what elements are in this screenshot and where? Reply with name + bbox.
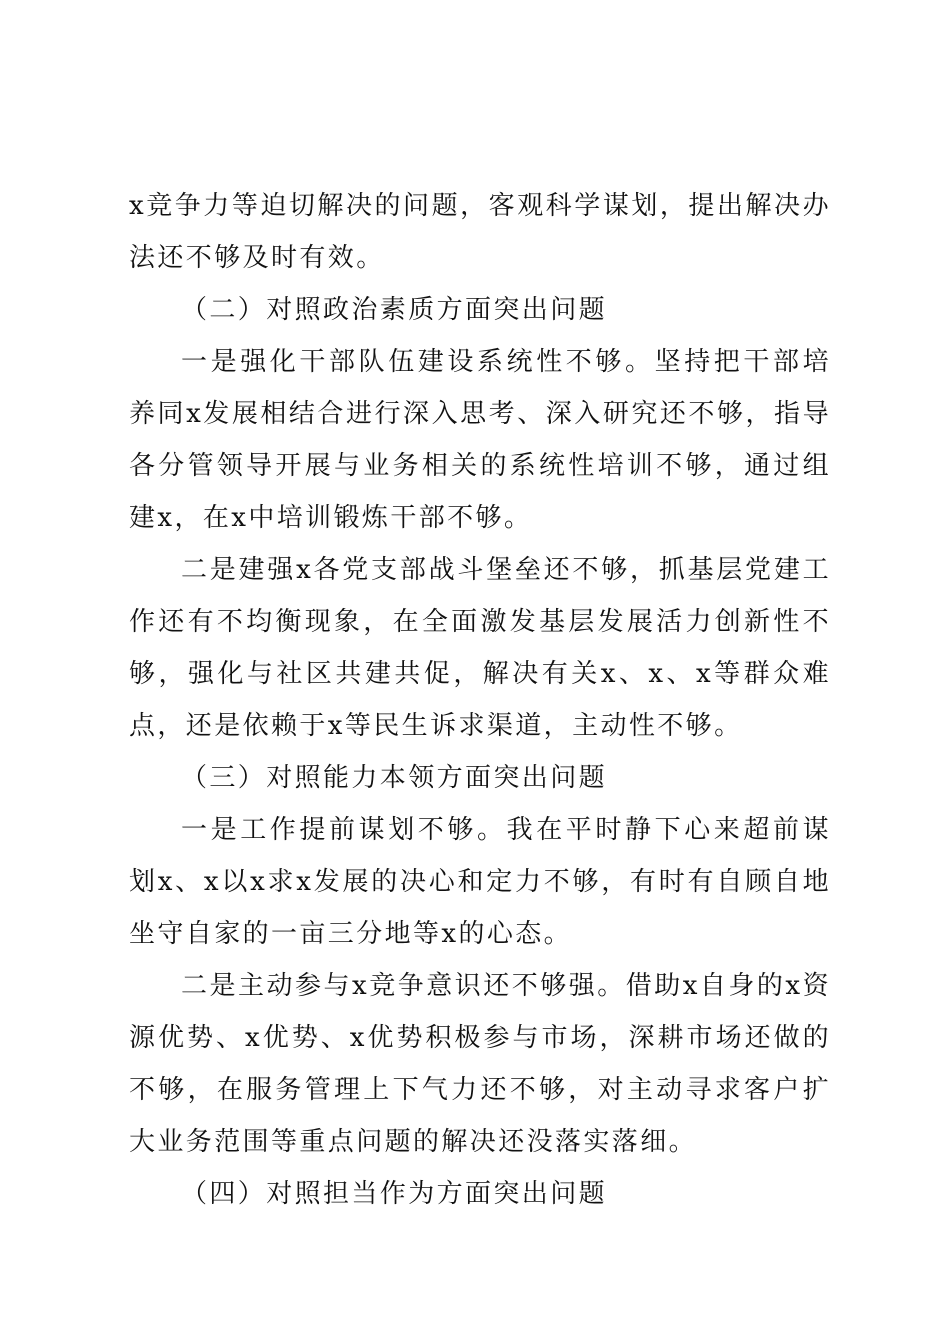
document-body <box>129 180 831 1220</box>
paragraph-work-planning: 一是工作提前谋划不够。我在平时静下心来超前谋划x、x以x求x发展的决心和定力不够，有时有自顾自地坐守自家的一亩三分地等x的心态。 <box>129 815 831 949</box>
paragraph-competition-awareness: 二是主动参与x竞争意识还不够强。借助x自身的x资源优势、x优势、x优势积极参与市场，深耕市场还做的不够，在服务管理上下气力还不够，对主动寻求客户扩大业务范围等重点问题的解决还没落实落细。 <box>129 971 831 1157</box>
paragraph-continuation: x竞争力等迫切解决的问题，客观科学谋划，提出解决办法还不够及时有效。 <box>129 191 831 273</box>
paragraph-cadre-team-building: 一是强化干部队伍建设系统性不够。坚持把干部培养同x发展相结合进行深入思考、深入研究还不够，指导各分管领导开展与业务相关的系统性培训不够，通过组建x，在x中培训锻炼干部不够。 <box>129 347 831 533</box>
section-heading-responsibility: （四）对照担当作为方面突出问题 <box>181 1179 608 1209</box>
section-heading-ability: （三）对照能力本领方面突出问题 <box>181 763 608 793</box>
section-heading-political-quality: （二）对照政治素质方面突出问题 <box>181 295 608 325</box>
paragraph-party-branch: 二是建强x各党支部战斗堡垒还不够，抓基层党建工作还有不均衡现象，在全面激发基层发展活力创新性不够，强化与社区共建共促，解决有关x、x、x等群众难点，还是依赖于x等民生诉求渠道，主动性不够。 <box>129 555 831 741</box>
